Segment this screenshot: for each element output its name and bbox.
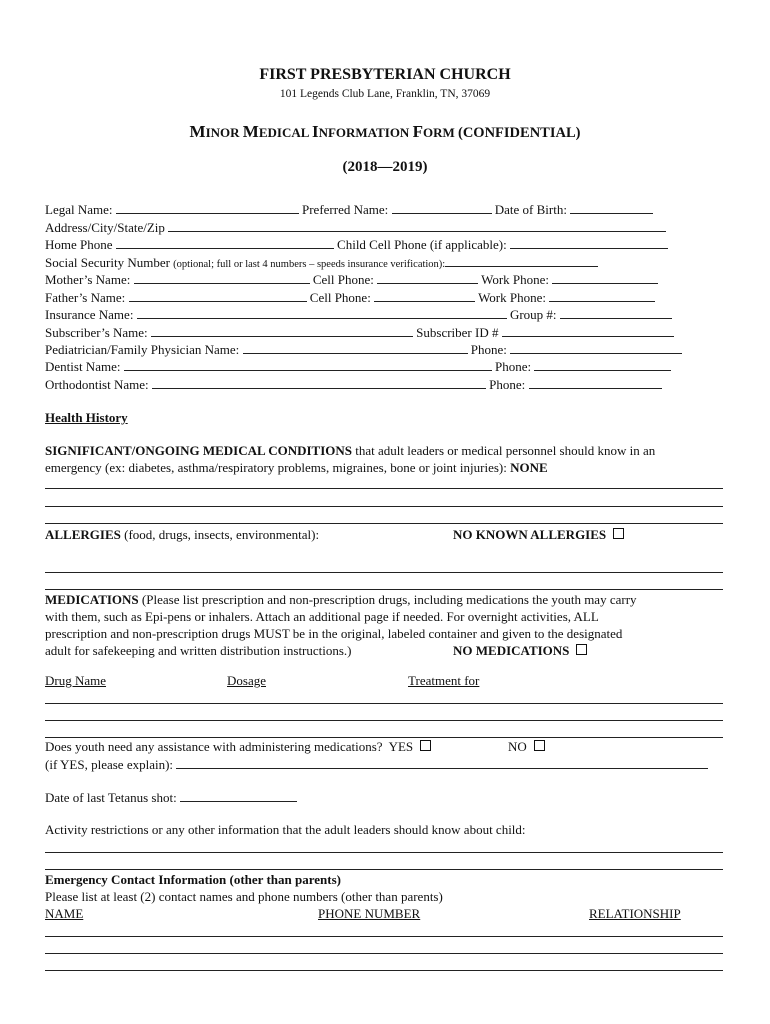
mother-name-field[interactable] <box>134 271 310 284</box>
none-option[interactable]: NONE <box>510 460 548 475</box>
row-father <box>45 289 655 306</box>
col-dosage: Dosage <box>227 673 266 688</box>
orthodontist-field[interactable] <box>152 376 486 389</box>
row-mother <box>45 271 658 288</box>
col-drug-name: Drug Name <box>45 673 107 688</box>
father-work-label: Work Phone: <box>478 290 546 305</box>
orthodontist-label: Orthodontist Name: <box>45 377 149 392</box>
no-option: NO <box>508 739 545 755</box>
no-medications: NO MEDICATIONS <box>453 643 587 659</box>
conditions-line-1: SIGNIFICANT/ONGOING MEDICAL CONDITIONS that adult leaders or medical personnel should know in an <box>45 443 656 458</box>
subscriber-id-label: Subscriber ID # <box>416 325 499 340</box>
organization-address: 101 Legends Club Lane, Franklin, TN, 37069 <box>279 88 491 100</box>
assistance-question: Does youth need any assistance with administering medications? YES <box>45 739 431 755</box>
mother-cell-field[interactable] <box>377 271 478 284</box>
col-treatment-for: Treatment for <box>408 673 480 688</box>
emergency-heading: Emergency Contact Information (other than parents) <box>45 872 341 887</box>
orthodontist-phone-label: Phone: <box>489 377 526 392</box>
insurance-label: Insurance Name: <box>45 307 134 322</box>
subscriber-label: Subscriber’s Name: <box>45 325 148 340</box>
preferred-name-label: Preferred Name: <box>302 202 389 217</box>
row-names <box>45 201 653 218</box>
explain-line: (if YES, please explain): <box>45 756 708 773</box>
col-relationship: RELATIONSHIP <box>589 906 681 921</box>
orthodontist-phone-field[interactable] <box>529 376 662 389</box>
conditions-answer-line[interactable] <box>45 523 723 524</box>
dentist-phone-label: Phone: <box>494 359 532 374</box>
group-label: Group #: <box>509 307 557 322</box>
col-name: NAME <box>45 906 84 921</box>
father-cell-field[interactable] <box>374 289 475 302</box>
no-checkbox[interactable] <box>534 740 545 751</box>
contact-entry-line[interactable] <box>45 970 723 971</box>
father-name-field[interactable] <box>129 289 307 302</box>
school-year: (2018—2019) <box>342 159 428 175</box>
allergies-answer-line[interactable] <box>45 572 723 573</box>
mother-label: Mother’s Name: <box>45 272 131 287</box>
insurance-field[interactable] <box>137 306 507 319</box>
dentist-phone-field[interactable] <box>534 358 671 371</box>
address-label: Address/City/State/Zip <box>45 220 165 235</box>
child-cell-label: Child Cell Phone (if applicable): <box>337 237 507 252</box>
preferred-name-field[interactable] <box>392 201 492 214</box>
subscriber-field[interactable] <box>151 324 413 337</box>
restrictions-answer-line[interactable] <box>45 869 723 870</box>
address-field[interactable] <box>168 219 666 232</box>
medication-entry-line[interactable] <box>45 737 723 738</box>
ssn-note: (optional; full or last 4 numbers – speeds insurance verification): <box>173 259 446 270</box>
pediatrician-phone-field[interactable] <box>510 341 682 354</box>
allergies-answer-line[interactable] <box>45 589 723 590</box>
pediatrician-field[interactable] <box>243 341 468 354</box>
row-pediatrician <box>45 341 682 358</box>
child-cell-field[interactable] <box>510 236 668 249</box>
medications-line-2: with them, such as Epi-pens or inhalers. Attach an additional page if needed. For overnight activities, ALL <box>45 609 599 624</box>
mother-work-label: Work Phone: <box>481 272 550 287</box>
conditions-answer-line[interactable] <box>45 506 723 507</box>
dentist-label: Dentist Name: <box>45 359 121 374</box>
yes-checkbox[interactable] <box>420 740 431 751</box>
form-title: MINOR MEDICAL INFORMATION FORM (CONFIDENTIAL) <box>189 122 581 141</box>
medication-entry-line[interactable] <box>45 703 723 704</box>
row-subscriber <box>45 324 674 341</box>
mother-work-field[interactable] <box>552 271 658 284</box>
dentist-field[interactable] <box>124 358 492 371</box>
dob-field[interactable] <box>570 201 653 214</box>
row-orthodontist <box>45 376 662 393</box>
row-address <box>45 219 666 236</box>
allergies-line: ALLERGIES (food, drugs, insects, environmental): <box>45 527 320 542</box>
row-insurance <box>45 306 672 323</box>
col-phone-number: PHONE NUMBER <box>318 906 421 921</box>
medication-entry-line[interactable] <box>45 720 723 721</box>
pediatrician-phone-label: Phone: <box>470 342 507 357</box>
dob-label: Date of Birth: <box>494 202 567 217</box>
no-allergies-checkbox[interactable] <box>613 528 624 539</box>
ssn-field[interactable] <box>445 254 598 267</box>
no-medications-checkbox[interactable] <box>576 644 587 655</box>
father-cell-label: Cell Phone: <box>309 290 371 305</box>
explain-field[interactable] <box>176 756 708 769</box>
home-phone-label: Home Phone <box>45 237 113 252</box>
medications-line-1: MEDICATIONS (Please list prescription and non-prescription drugs, including medications the youth may carry <box>45 592 637 607</box>
father-work-field[interactable] <box>549 289 655 302</box>
group-field[interactable] <box>560 306 672 319</box>
father-label: Father’s Name: <box>45 290 126 305</box>
contact-entry-line[interactable] <box>45 953 723 954</box>
restrictions-label: Activity restrictions or any other information that the adult leaders should know about child: <box>45 822 526 837</box>
emergency-instruction: Please list at least (2) contact names and phone numbers (other than parents) <box>45 889 443 904</box>
home-phone-field[interactable] <box>116 236 334 249</box>
medications-line-3: prescription and non-prescription drugs MUST be in the original, labeled container and given to the designated <box>45 626 623 641</box>
legal-name-field[interactable] <box>116 201 299 214</box>
row-dentist <box>45 358 671 375</box>
mother-cell-label: Cell Phone: <box>312 272 374 287</box>
health-history-heading: Health History <box>45 410 128 425</box>
medications-line-4: adult for safekeeping and written distribution instructions.) <box>45 643 352 658</box>
legal-name-label: Legal Name: <box>45 202 113 217</box>
no-known-allergies: NO KNOWN ALLERGIES <box>453 527 624 543</box>
restrictions-answer-line[interactable] <box>45 852 723 853</box>
tetanus-date-field[interactable] <box>180 789 297 802</box>
subscriber-id-field[interactable] <box>502 324 674 337</box>
conditions-line-2: emergency (ex: diabetes, asthma/respiratory problems, migraines, bone or joint injuries): NONE <box>45 460 548 475</box>
row-home-phone <box>45 236 668 253</box>
organization-name: FIRST PRESBYTERIAN CHURCH <box>259 66 511 83</box>
contact-entry-line[interactable] <box>45 936 723 937</box>
conditions-answer-line[interactable] <box>45 488 723 489</box>
ssn-label: Social Security Number <box>45 255 170 270</box>
tetanus-line: Date of last Tetanus shot: <box>45 789 297 806</box>
pediatrician-label: Pediatrician/Family Physician Name: <box>45 342 240 357</box>
